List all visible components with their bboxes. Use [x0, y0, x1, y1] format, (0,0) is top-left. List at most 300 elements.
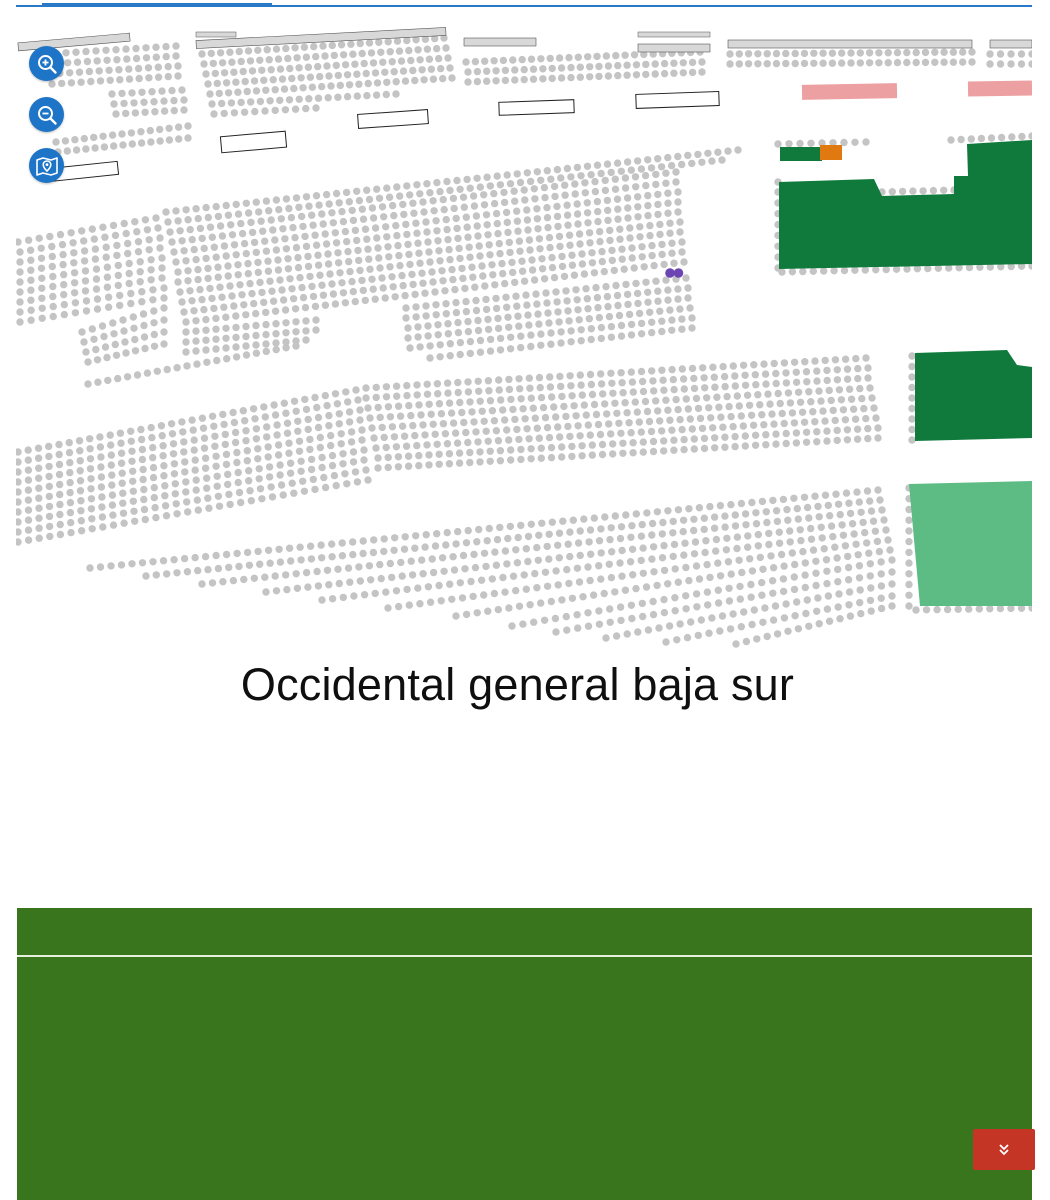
seat[interactable] — [91, 235, 98, 242]
seat[interactable] — [350, 592, 357, 599]
seat[interactable] — [419, 280, 426, 287]
seat[interactable] — [71, 289, 78, 296]
seat[interactable] — [76, 69, 83, 76]
seat[interactable] — [113, 252, 120, 259]
seat[interactable] — [449, 553, 456, 560]
seat[interactable] — [716, 627, 723, 634]
seat[interactable] — [212, 463, 219, 470]
seat[interactable] — [544, 424, 551, 431]
seat[interactable] — [370, 549, 377, 556]
seat[interactable] — [366, 266, 373, 273]
seat[interactable] — [660, 542, 667, 549]
seat[interactable] — [483, 68, 490, 75]
seat[interactable] — [282, 319, 289, 326]
seat[interactable] — [253, 350, 260, 357]
seat[interactable] — [640, 438, 647, 445]
seat[interactable] — [623, 62, 630, 69]
seat[interactable] — [149, 454, 156, 461]
seat[interactable] — [27, 257, 34, 264]
seat[interactable] — [162, 43, 169, 50]
seat[interactable] — [826, 512, 833, 519]
seat[interactable] — [181, 555, 188, 562]
seat[interactable] — [272, 411, 279, 418]
seat[interactable] — [322, 392, 329, 399]
seat[interactable] — [545, 319, 552, 326]
seat[interactable] — [568, 453, 575, 460]
seat[interactable] — [660, 447, 667, 454]
seat[interactable] — [646, 222, 653, 229]
seat[interactable] — [339, 552, 346, 559]
seat[interactable] — [300, 294, 307, 301]
seat[interactable] — [195, 506, 202, 513]
seat[interactable] — [430, 421, 437, 428]
seat[interactable] — [49, 293, 56, 300]
seat[interactable] — [842, 356, 849, 363]
seat[interactable] — [641, 263, 648, 270]
seat[interactable] — [243, 351, 250, 358]
seat[interactable] — [338, 208, 345, 215]
seat[interactable] — [742, 510, 749, 517]
seat[interactable] — [736, 50, 743, 57]
seat[interactable] — [280, 296, 287, 303]
seat[interactable] — [537, 330, 544, 337]
seat[interactable] — [132, 45, 139, 52]
seat[interactable] — [99, 322, 106, 329]
seat[interactable] — [364, 246, 371, 253]
seat[interactable] — [588, 249, 595, 256]
seat[interactable] — [263, 348, 270, 355]
seat[interactable] — [66, 469, 73, 476]
seat[interactable] — [801, 50, 808, 57]
seat[interactable] — [340, 218, 347, 225]
seat[interactable] — [396, 262, 403, 269]
seat[interactable] — [223, 451, 230, 458]
seat[interactable] — [202, 337, 209, 344]
seat[interactable] — [822, 492, 829, 499]
seat[interactable] — [344, 398, 351, 405]
seat[interactable] — [57, 231, 64, 238]
seat[interactable] — [756, 401, 763, 408]
seat[interactable] — [312, 326, 319, 333]
seat[interactable] — [905, 538, 912, 545]
seat[interactable] — [614, 216, 621, 223]
seat[interactable] — [618, 322, 625, 329]
seat[interactable] — [194, 567, 201, 574]
seat[interactable] — [139, 446, 146, 453]
seat[interactable] — [668, 162, 675, 169]
seat[interactable] — [736, 583, 743, 590]
seat[interactable] — [556, 530, 563, 537]
seat[interactable] — [650, 438, 657, 445]
seat[interactable] — [494, 536, 501, 543]
seat[interactable] — [656, 231, 663, 238]
seat[interactable] — [707, 414, 714, 421]
seat[interactable] — [236, 281, 243, 288]
seat[interactable] — [261, 238, 268, 245]
seat[interactable] — [810, 268, 817, 275]
seat[interactable] — [695, 405, 702, 412]
seat[interactable] — [512, 587, 519, 594]
seat[interactable] — [563, 626, 570, 633]
seat[interactable] — [360, 446, 367, 453]
seat[interactable] — [678, 326, 685, 333]
seat[interactable] — [732, 640, 739, 647]
seat[interactable] — [487, 458, 494, 465]
seat[interactable] — [509, 406, 516, 413]
seat[interactable] — [466, 244, 473, 251]
seat[interactable] — [646, 418, 653, 425]
seat[interactable] — [374, 79, 381, 86]
seat[interactable] — [298, 284, 305, 291]
seat[interactable] — [315, 414, 322, 421]
seat[interactable] — [528, 256, 535, 263]
seat[interactable] — [507, 180, 514, 187]
seat[interactable] — [376, 264, 383, 271]
seat[interactable] — [450, 419, 457, 426]
seat[interactable] — [116, 76, 123, 83]
seat[interactable] — [922, 59, 929, 66]
seat[interactable] — [823, 580, 830, 587]
seat[interactable] — [658, 427, 665, 434]
seat[interactable] — [170, 97, 177, 104]
seat[interactable] — [257, 98, 264, 105]
seat[interactable] — [170, 248, 177, 255]
seat[interactable] — [830, 267, 837, 274]
seat[interactable] — [528, 521, 535, 528]
seat[interactable] — [138, 436, 145, 443]
seat[interactable] — [656, 308, 663, 315]
seat[interactable] — [463, 539, 470, 546]
seat[interactable] — [513, 426, 520, 433]
seat[interactable] — [692, 538, 699, 545]
seat[interactable] — [272, 330, 279, 337]
seat[interactable] — [750, 361, 757, 368]
seat[interactable] — [282, 571, 289, 578]
seat[interactable] — [464, 378, 471, 385]
seat[interactable] — [301, 44, 308, 51]
seat[interactable] — [256, 561, 263, 568]
seat[interactable] — [547, 329, 554, 336]
seat[interactable] — [310, 43, 317, 50]
seat[interactable] — [494, 220, 501, 227]
seat[interactable] — [262, 331, 269, 338]
seat[interactable] — [508, 259, 515, 266]
seat[interactable] — [968, 135, 975, 142]
seat[interactable] — [64, 59, 71, 66]
seat[interactable] — [260, 403, 267, 410]
seat[interactable] — [409, 422, 416, 429]
seat[interactable] — [141, 333, 148, 340]
seat[interactable] — [575, 54, 582, 61]
seat[interactable] — [395, 252, 402, 259]
seat[interactable] — [829, 60, 836, 67]
seat[interactable] — [664, 200, 671, 207]
seat[interactable] — [773, 507, 780, 514]
seat[interactable] — [978, 135, 985, 142]
seat[interactable] — [86, 564, 93, 571]
seat[interactable] — [306, 436, 313, 443]
seat[interactable] — [595, 73, 602, 80]
seat[interactable] — [62, 137, 69, 144]
seat[interactable] — [699, 425, 706, 432]
seat[interactable] — [349, 551, 356, 558]
seat[interactable] — [172, 42, 179, 49]
seat[interactable] — [282, 106, 289, 113]
seat[interactable] — [655, 624, 662, 631]
seat[interactable] — [391, 534, 398, 541]
seat[interactable] — [799, 548, 806, 555]
seat[interactable] — [930, 187, 937, 194]
seat[interactable] — [561, 192, 568, 199]
seat[interactable] — [25, 516, 32, 523]
seat[interactable] — [446, 581, 453, 588]
seat[interactable] — [838, 59, 845, 66]
seat[interactable] — [481, 550, 488, 557]
seat[interactable] — [262, 588, 269, 595]
seat[interactable] — [715, 404, 722, 411]
seat[interactable] — [532, 290, 539, 297]
seat[interactable] — [714, 559, 721, 566]
seat[interactable] — [596, 228, 603, 235]
seat[interactable] — [186, 287, 193, 294]
seat[interactable] — [546, 234, 553, 241]
seat[interactable] — [810, 60, 817, 67]
seat[interactable] — [561, 182, 568, 189]
seat[interactable] — [104, 284, 111, 291]
seat[interactable] — [425, 451, 432, 458]
seat[interactable] — [399, 201, 406, 208]
seat[interactable] — [331, 52, 338, 59]
seat[interactable] — [210, 110, 217, 117]
seat[interactable] — [109, 511, 116, 518]
seat[interactable] — [608, 548, 615, 555]
seat[interactable] — [586, 63, 593, 70]
seat[interactable] — [614, 159, 621, 166]
seat[interactable] — [594, 162, 601, 169]
seat[interactable] — [809, 408, 816, 415]
seat[interactable] — [514, 170, 521, 177]
seat[interactable] — [252, 310, 259, 317]
seat[interactable] — [507, 523, 514, 530]
seat[interactable] — [217, 222, 224, 229]
seat[interactable] — [293, 408, 300, 415]
seat[interactable] — [576, 316, 583, 323]
seat[interactable] — [244, 457, 251, 464]
seat[interactable] — [236, 489, 243, 496]
seat[interactable] — [444, 54, 451, 61]
seat[interactable] — [607, 430, 614, 437]
seat[interactable] — [148, 424, 155, 431]
seat[interactable] — [842, 542, 849, 549]
seat[interactable] — [246, 562, 253, 569]
seat[interactable] — [493, 210, 500, 217]
seat[interactable] — [558, 74, 565, 81]
seat[interactable] — [432, 542, 439, 549]
seat[interactable] — [444, 440, 451, 447]
seat[interactable] — [537, 599, 544, 606]
seat[interactable] — [649, 377, 656, 384]
seat[interactable] — [609, 257, 616, 264]
seat[interactable] — [393, 443, 400, 450]
seat[interactable] — [216, 284, 223, 291]
seat[interactable] — [16, 278, 23, 285]
seat[interactable] — [601, 400, 608, 407]
seat[interactable] — [411, 291, 418, 298]
seat[interactable] — [493, 562, 500, 569]
seat[interactable] — [782, 60, 789, 67]
seat[interactable] — [296, 96, 303, 103]
seat[interactable] — [258, 67, 265, 74]
seat[interactable] — [813, 608, 820, 615]
seat[interactable] — [434, 441, 441, 448]
seat[interactable] — [511, 416, 518, 423]
seat[interactable] — [232, 324, 239, 331]
seat[interactable] — [547, 341, 554, 348]
seat[interactable] — [25, 496, 32, 503]
seat[interactable] — [795, 389, 802, 396]
seat[interactable] — [253, 425, 260, 432]
seat[interactable] — [527, 178, 534, 185]
seat[interactable] — [219, 578, 226, 585]
seat[interactable] — [329, 595, 336, 602]
seat[interactable] — [142, 44, 149, 51]
seat[interactable] — [642, 71, 649, 78]
seat[interactable] — [323, 62, 330, 69]
seat[interactable] — [270, 298, 277, 305]
seat[interactable] — [98, 503, 105, 510]
seat[interactable] — [562, 413, 569, 420]
seat[interactable] — [366, 196, 373, 203]
seat[interactable] — [823, 367, 830, 374]
seat[interactable] — [607, 619, 614, 626]
seat[interactable] — [950, 49, 957, 56]
seat[interactable] — [690, 375, 697, 382]
seat[interactable] — [864, 487, 871, 494]
seat[interactable] — [770, 616, 777, 623]
seat[interactable] — [202, 204, 209, 211]
seat[interactable] — [372, 224, 379, 231]
seat[interactable] — [678, 161, 685, 168]
seat[interactable] — [411, 545, 418, 552]
seat[interactable] — [507, 456, 514, 463]
seat[interactable] — [423, 441, 430, 448]
seat[interactable] — [67, 499, 74, 506]
seat[interactable] — [465, 328, 472, 335]
seat[interactable] — [539, 75, 546, 82]
seat[interactable] — [705, 630, 712, 637]
seat[interactable] — [308, 456, 315, 463]
seat[interactable] — [548, 444, 555, 451]
seat[interactable] — [633, 510, 640, 517]
seat[interactable] — [246, 487, 253, 494]
seat[interactable] — [125, 65, 132, 72]
seat[interactable] — [899, 188, 906, 195]
seat[interactable] — [110, 330, 117, 337]
seat[interactable] — [903, 59, 910, 66]
seat[interactable] — [868, 507, 875, 514]
seat[interactable] — [176, 288, 183, 295]
seat[interactable] — [109, 319, 116, 326]
seat[interactable] — [221, 69, 228, 76]
seat[interactable] — [317, 541, 324, 548]
seat[interactable] — [109, 491, 116, 498]
seat[interactable] — [224, 471, 231, 478]
seat[interactable] — [549, 65, 556, 72]
seat[interactable] — [99, 224, 106, 231]
seat[interactable] — [259, 228, 266, 235]
seat[interactable] — [634, 300, 641, 307]
seat[interactable] — [650, 611, 657, 618]
seat[interactable] — [832, 356, 839, 363]
seat[interactable] — [704, 150, 711, 157]
seat[interactable] — [262, 87, 269, 94]
seat[interactable] — [423, 180, 430, 187]
seat[interactable] — [584, 163, 591, 170]
seat[interactable] — [452, 299, 459, 306]
seat[interactable] — [329, 42, 336, 49]
seat[interactable] — [755, 542, 762, 549]
seat[interactable] — [648, 164, 655, 171]
seat[interactable] — [759, 498, 766, 505]
seat[interactable] — [573, 611, 580, 618]
seat[interactable] — [752, 371, 759, 378]
seat[interactable] — [434, 380, 441, 387]
seat[interactable] — [212, 70, 219, 77]
seat[interactable] — [676, 620, 683, 627]
seat[interactable] — [723, 535, 730, 542]
seat[interactable] — [403, 231, 410, 238]
seat[interactable] — [680, 375, 687, 382]
seat[interactable] — [596, 537, 603, 544]
seat[interactable] — [542, 414, 549, 421]
seat[interactable] — [225, 89, 232, 96]
seat[interactable] — [460, 194, 467, 201]
seat[interactable] — [854, 365, 861, 372]
seat[interactable] — [308, 283, 315, 290]
seat[interactable] — [35, 515, 42, 522]
seat[interactable] — [286, 65, 293, 72]
seat[interactable] — [369, 204, 376, 211]
seat[interactable] — [82, 348, 89, 355]
seat[interactable] — [693, 562, 700, 569]
seat[interactable] — [484, 537, 491, 544]
seat[interactable] — [222, 344, 229, 351]
seat[interactable] — [885, 49, 892, 56]
seat[interactable] — [643, 509, 650, 516]
seat[interactable] — [188, 297, 195, 304]
seat[interactable] — [377, 49, 384, 56]
seat[interactable] — [226, 501, 233, 508]
seat[interactable] — [156, 244, 163, 251]
seat[interactable] — [38, 245, 45, 252]
seat[interactable] — [703, 561, 710, 568]
seat[interactable] — [648, 367, 655, 374]
seat[interactable] — [748, 499, 755, 506]
seat[interactable] — [526, 385, 533, 392]
seat[interactable] — [110, 222, 117, 229]
seat[interactable] — [132, 109, 139, 116]
seat[interactable] — [121, 220, 128, 227]
seat[interactable] — [834, 578, 841, 585]
seat[interactable] — [751, 606, 758, 613]
seat[interactable] — [622, 174, 629, 181]
seat[interactable] — [290, 295, 297, 302]
seat[interactable] — [340, 289, 347, 296]
seat[interactable] — [734, 533, 741, 540]
seat[interactable] — [394, 242, 401, 249]
seat[interactable] — [781, 614, 788, 621]
seat[interactable] — [97, 443, 104, 450]
